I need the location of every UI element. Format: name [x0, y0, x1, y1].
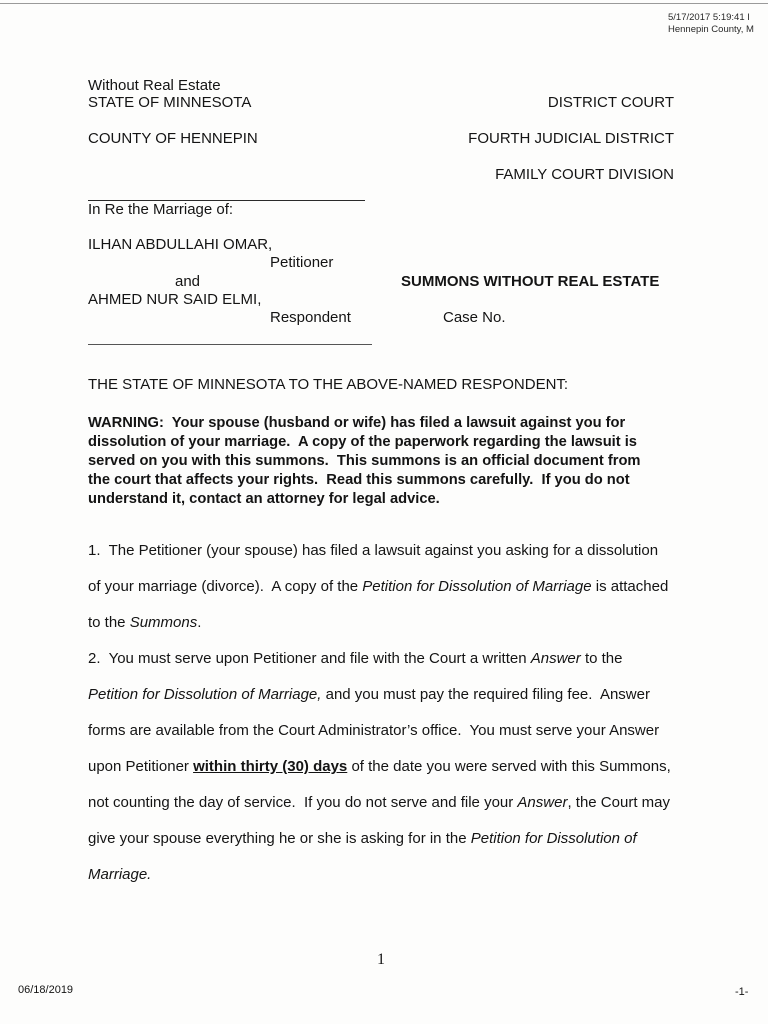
- page-number: 1: [377, 951, 385, 968]
- summons-body: [88, 533, 708, 893]
- body-line: [88, 785, 708, 821]
- warning-line: served on you with this summons. This summons is an official document from: [88, 453, 641, 469]
- print-date: 06/18/2019: [18, 984, 74, 996]
- body-text: and you must pay the required filing fee. Answer: [321, 686, 650, 703]
- address-line: THE STATE OF MINNESOTA TO THE ABOVE-NAMED RESPONDENT:: [88, 376, 569, 393]
- body-text: is attached: [591, 578, 669, 595]
- case-number-label: Case No.: [443, 309, 506, 326]
- body-line: [88, 641, 708, 677]
- body-text: to the: [88, 614, 130, 631]
- body-line: [88, 821, 708, 857]
- petition-title-italic: Marriage.: [88, 866, 152, 883]
- answer-italic: Answer: [517, 794, 568, 811]
- filing-stamp: [668, 12, 754, 36]
- body-line: [88, 677, 708, 713]
- petition-title-italic: Petition for Dissolution of Marriage: [362, 578, 592, 595]
- body-line: [88, 713, 708, 749]
- state-name: STATE OF MINNESOTA: [88, 94, 252, 111]
- warning-line: the court that affects your rights. Read this summons carefully. If you do not: [88, 472, 630, 488]
- body-text: of your marriage (divorce). A copy of the: [88, 578, 363, 595]
- body-text: 1. The Petitioner (your spouse) has filed a lawsuit against you asking for a dissolution: [88, 542, 659, 559]
- body-text: forms are available from the Court Administrator’s office. You must serve your Answer: [88, 722, 660, 739]
- body-line: [88, 605, 708, 641]
- warning-paragraph: [88, 414, 641, 509]
- body-line: [88, 569, 708, 605]
- body-text: give your spouse everything he or she is asking for in the: [88, 830, 471, 847]
- summons-italic: Summons: [129, 614, 198, 631]
- scan-top-edge: [0, 3, 768, 4]
- body-text: not counting the day of service. If you do not serve and file your: [88, 794, 518, 811]
- petitioner-role: Petitioner: [270, 254, 334, 271]
- respondent-role: Respondent: [270, 309, 351, 326]
- court-name: DISTRICT COURT: [547, 94, 674, 111]
- body-text: of the date you were served with this Summons,: [347, 758, 671, 775]
- petition-title-italic: Petition for Dissolution of: [470, 830, 637, 847]
- in-re-label: In Re the Marriage of:: [88, 201, 234, 218]
- body-text: , the Court may: [567, 794, 670, 811]
- answer-italic: Answer: [530, 650, 581, 667]
- respondent-name: AHMED NUR SAID ELMI,: [88, 291, 262, 308]
- body-text: upon Petitioner: [88, 758, 194, 775]
- body-text: 2. You must serve upon Petitioner and file with the Court a written: [88, 650, 531, 667]
- page-marker: -1-: [735, 986, 749, 998]
- body-text: .: [197, 614, 202, 631]
- document-type: Without Real Estate: [88, 77, 221, 94]
- petition-title-italic: Petition for Dissolution of Marriage,: [88, 686, 322, 703]
- deadline-emphasis: within thirty (30) days: [193, 758, 348, 775]
- warning-line: understand it, contact an attorney for legal advice.: [88, 491, 440, 507]
- court-division: FAMILY COURT DIVISION: [495, 166, 674, 183]
- and-label: and: [175, 273, 201, 290]
- document-title: SUMMONS WITHOUT REAL ESTATE: [401, 273, 660, 290]
- petitioner-name: ILHAN ABDULLAHI OMAR,: [88, 236, 273, 253]
- filing-stamp-county: Hennepin County, M: [668, 24, 754, 35]
- warning-line: WARNING: Your spouse (husband or wife) has filed a lawsuit against you for: [88, 415, 626, 431]
- filing-stamp-datetime: 5/17/2017 5:19:41 I: [668, 12, 750, 23]
- body-line: [88, 533, 708, 569]
- body-line: [88, 857, 708, 893]
- body-line: [88, 749, 708, 785]
- body-text: to the: [580, 650, 623, 667]
- caption-bottom-rule: [88, 344, 372, 345]
- judicial-district: FOURTH JUDICIAL DISTRICT: [468, 130, 674, 147]
- warning-line: dissolution of your marriage. A copy of the paperwork regarding the lawsuit is: [88, 434, 637, 450]
- county-name: COUNTY OF HENNEPIN: [88, 130, 258, 147]
